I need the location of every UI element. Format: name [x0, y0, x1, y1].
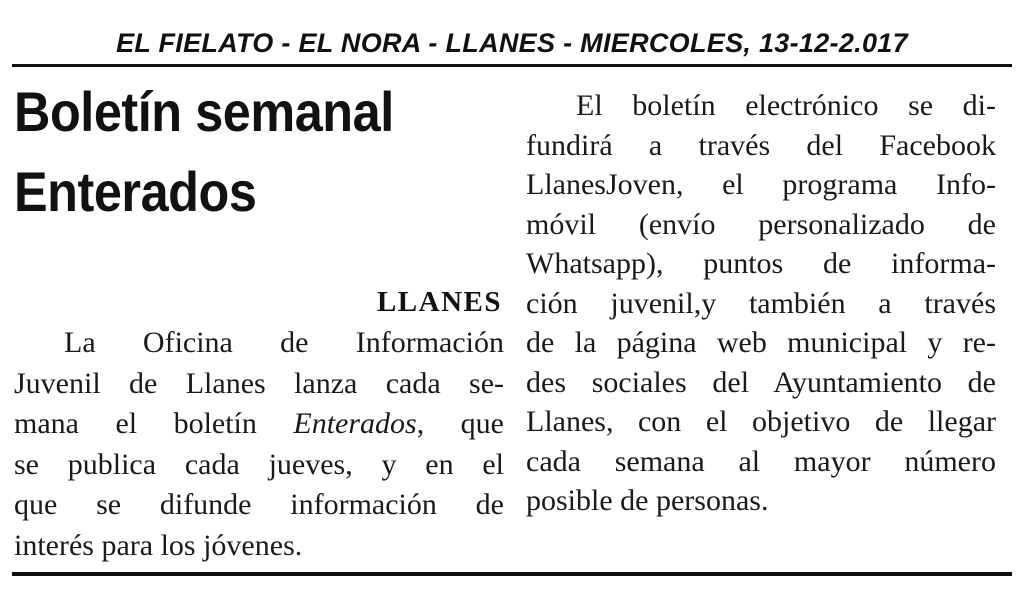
masthead: EL FIELATO - EL NORA - LLANES - MIERCOLES, 13-12-2.017: [116, 28, 908, 58]
article-headline: [14, 72, 464, 232]
publication-name: Enterados: [293, 407, 417, 440]
headline-line-2: Enterados: [14, 160, 257, 223]
article-left-column: [14, 323, 504, 566]
text-line: de la página web municipal y re-: [526, 326, 996, 359]
text-fragment: mana el boletín: [14, 407, 294, 440]
text-line: Whatsapp), puntos de informa-: [526, 247, 996, 280]
text-fragment: , que: [416, 407, 504, 440]
headline-line-1: Boletín semanal: [14, 80, 394, 143]
text-line: se publica cada jueves, y en el: [14, 447, 504, 481]
text-line: LlanesJoven, el programa Info-: [526, 168, 996, 201]
text-line: El boletín electrónico se di-: [576, 89, 996, 122]
article-dateline: LLANES: [376, 286, 502, 318]
text-line: Juvenil de Llanes lanza cada se-: [14, 366, 504, 400]
text-line: Llanes, con el objetivo de llegar: [526, 405, 996, 438]
text-line: interés para los jóvenes.: [14, 528, 303, 562]
text-line: fundirá a través del Facebook: [526, 128, 996, 162]
masthead-rule: [12, 64, 1012, 67]
bottom-rule: [12, 572, 1012, 576]
text-line: que se difunde información de: [14, 488, 504, 521]
text-line: posible de personas.: [526, 484, 769, 517]
article-right-column: [526, 86, 996, 521]
text-line: La Oficina de Información: [64, 326, 504, 359]
text-line-with-italic: [14, 404, 504, 445]
text-line: des sociales del Ayuntamiento de: [526, 365, 996, 399]
text-line: cada semana al mayor número: [526, 444, 996, 478]
text-line: ción juvenil,y también a través: [526, 286, 996, 320]
text-line: móvil (envío personalizado de: [526, 207, 996, 241]
